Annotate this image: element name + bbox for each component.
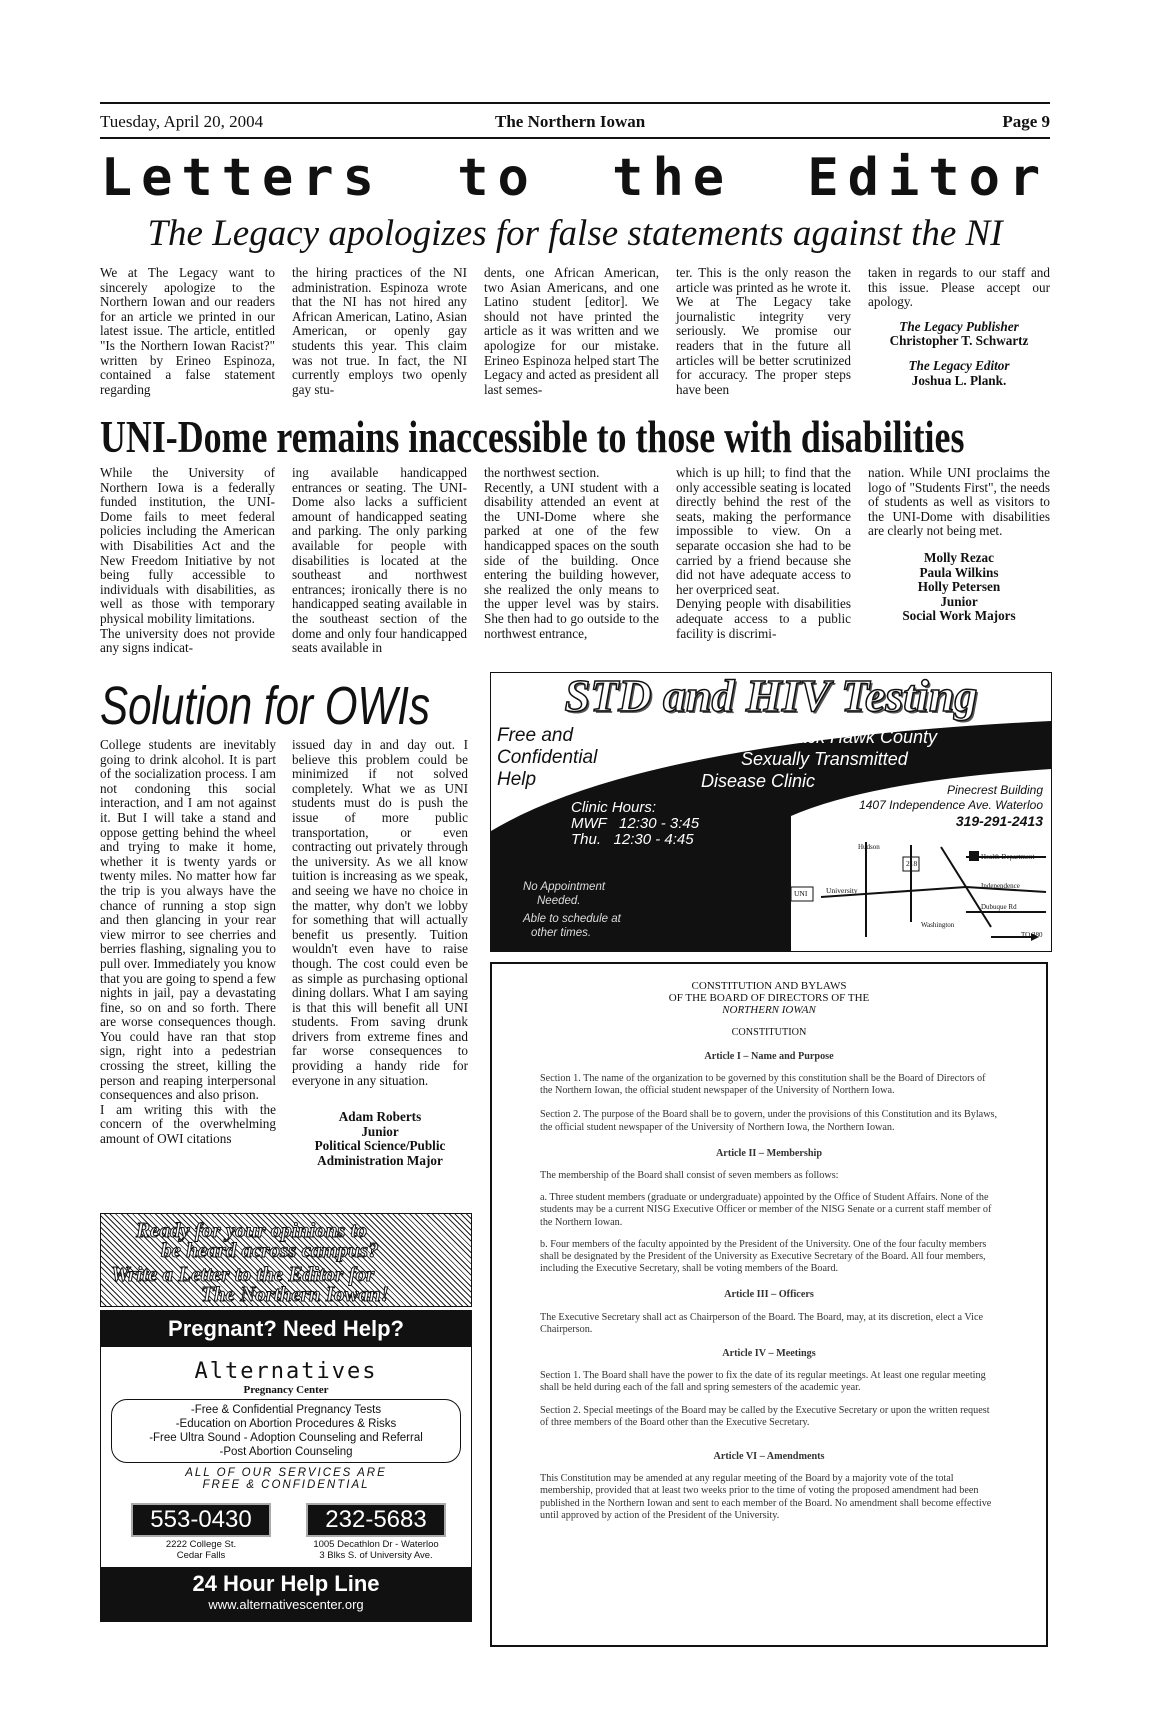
pregnancy-addr-2b: 3 Blks S. of University Ave.	[319, 1550, 433, 1561]
legacy-sig1-title: The Legacy Publisher	[899, 318, 1019, 334]
unidome-col-1b: The university does not provide any signs indicat-	[100, 625, 275, 656]
pregnancy-ad	[100, 1310, 472, 1622]
const-title-1: CONSTITUTION AND BYLAWS	[691, 980, 847, 992]
unidome-sig-5: Social Work Majors	[902, 608, 1016, 624]
pregnancy-title: Pregnant? Need Help?	[101, 1311, 471, 1347]
legacy-headline: The Legacy apologizes for false statements against the NI	[147, 213, 1003, 254]
pregnancy-all-services: ALL OF OUR SERVICES ARE	[185, 1467, 387, 1479]
std-map-label-380: TO 380	[1021, 931, 1043, 939]
legacy-sig2-name: Joshua L. Plank.	[911, 372, 1007, 388]
pregnancy-services	[111, 1399, 461, 1463]
const-section-1-1: Section 1. The name of the organization to be governed by this constitution shall be the Board of Directors of the Northern Iowan, the official student newspaper of the University of Northern Iowa.	[540, 1073, 986, 1097]
letter-promo	[100, 1213, 472, 1307]
const-section-1-2: Section 2. The purpose of the Board shall be to govern, under the provisions of this Constitution and its Bylaws, the official student newspaper of the University of Northern Iowa, the Northern Iowan.	[540, 1109, 998, 1133]
std-clinic-1: Black Hawk County	[781, 727, 938, 747]
promo-line-2: be heard across campus?	[161, 1238, 379, 1262]
legacy-col-3: dents, one African American, two Asian Americans, and one Latino student [editor]. We should not have printed the article as it was written and we apologize for our mistake. Erineo Espinoza helped start The Legacy and acted as president all last semes-	[484, 265, 659, 397]
unidome-sig-1: Molly Rezac	[924, 549, 994, 565]
pregnancy-phone-1: 553-0430	[131, 1503, 271, 1537]
issue-date: Tuesday, April 20, 2004	[100, 112, 264, 131]
owi-col-1a: College students are inevitably going to drink alcohol. It is part of the socialization process. I am not condoning this social interaction, and I am not against it. But I will take a stand and oppose getting behind the wheel and trying to make it home, whether it is twenty yards or twenty miles. No matter how far the trip is you always have the chance of running a stop sign and then glancing in your rear view mirror to see cherries and berries flashing, signaling you to pull over. Immediately you know that you are going to spend a few nights in jail, pay a devastating fine, so on and so forth. There are worse consequences though. You could have ran that stop sign, right into a pedestrian crossing the street, killing the person and reaping interpersonal consequences and also prison.	[100, 737, 276, 1103]
pregnancy-free-conf: FREE & CONFIDENTIAL	[202, 1479, 370, 1491]
service-3: -Free Ultra Sound - Adoption Counseling and Referral	[149, 1432, 423, 1444]
legacy-sig1-name: Christopher T. Schwartz	[889, 333, 1029, 349]
owi-col-1b: I am writing this with the concern of the overwhelming amount of OWI citations	[100, 1101, 276, 1147]
const-amendments: This Constitution may be amended at any regular meeting of the Board by a majority vote of the total membership, provided that at least two weeks prior to the time of voting the proposed amendment had been published in the Northern Iowan and sent to each member of the Board. No amendment shall become effective until approved by action of the President of the University.	[540, 1473, 992, 1521]
legacy-sig2-title: The Legacy Editor	[908, 357, 1010, 373]
std-map-label-washington: Washington	[921, 921, 955, 929]
std-free-3: Help	[497, 769, 537, 790]
const-membership: The membership of the Board shall consist of seven members as follows:	[540, 1170, 839, 1182]
pregnancy-footer	[101, 1567, 471, 1621]
unidome-col-3	[484, 466, 659, 641]
std-address: 1407 Independence Ave. Waterloo	[859, 798, 1043, 812]
pregnancy-addr-2a: 1005 Decathlon Dr - Waterloo	[313, 1539, 439, 1550]
std-map-label-dubuque: Dubuque Rd	[981, 903, 1017, 911]
legacy-col-5	[868, 266, 1050, 388]
const-article-3: Article III – Officers	[724, 1289, 814, 1301]
const-title-3: NORTHERN IOWAN	[722, 1004, 816, 1017]
promo-line-3: Write a Letter to the Editor for	[111, 1262, 375, 1286]
const-article-2: Article II – Membership	[715, 1147, 823, 1159]
const-article-1: Article I – Name and Purpose	[704, 1050, 834, 1062]
unidome-col-1	[100, 466, 275, 656]
std-free-2: Confidential	[497, 747, 598, 768]
std-map-label-university: University	[826, 886, 858, 895]
const-article-6: Article VI – Amendments	[713, 1451, 825, 1463]
unidome-col-5-text: nation. While UNI proclaims the logo of "Students First", the needs of students as well as visitors to the UNI-Dome with disabilities are clearly not being met.	[868, 465, 1050, 539]
legacy-col-2: the hiring practices of the NI administration. Espinoza wrote that the NI has not hired any African American, Latino, Asian American, or openly gay students this year. This claim was not true. In fact, the NI currently employs two openly gay stu-	[292, 265, 467, 397]
owi-col-1	[100, 738, 276, 1147]
owi-col-2-text: issued day in and day out. I believe this problem could be minimized if not solved completely. What we as UNI students must do is push the issue of more public transportation, or even contracting out privately through the university. As we all know tuition is increasing as we speak, and seeing we have no choice in the matter, why don't we lobby for something that will actually benefit us presently. Tuition wouldn't even have to raise though. The cost could even be as simple as purchasing optional dining dollars. What I am saying is that this will benefit all UNI students. From saving drunk drivers from extreme fines and far worse consequences to providing a handy ride for everyone in any situation.	[292, 737, 468, 1088]
std-note-4: other times.	[531, 927, 592, 939]
owi-sig-4: Administration Major	[317, 1153, 443, 1169]
unidome-col-4b: Denying people with disabilities adequate access to a public facility is discrimi-	[676, 596, 851, 641]
unidome-col-2: ing available handicapped entrances or seating. The UNI-Dome also lacks a sufficient amount of handicapped seating and parking. The only parking available for people with disabilities is located at the southeast and northwest entrances; ironically there is no handicapped seating available in the southeast section of the dome and only four handicapped seats available in	[292, 465, 467, 656]
legacy-col-4: ter. This is the only reason the article was printed as he wrote it. We at The Legacy take journalistic integrity very seriously. We promise our readers that in the future all articles will be better scrutinized for accuracy. The proper steps have been	[676, 265, 851, 397]
std-hours-1: MWF 12:30 - 3:45	[571, 815, 700, 832]
service-2: -Education on Abortion Procedures & Risks	[175, 1418, 397, 1430]
std-map-label-health: Health Department	[981, 853, 1035, 861]
service-1: -Free & Confidential Pregnancy Tests	[190, 1404, 382, 1416]
unidome-sig-3: Holly Petersen	[917, 579, 1001, 595]
std-phone: 319-291-2413	[955, 813, 1043, 829]
std-map-label-independence: Independence	[981, 882, 1020, 890]
std-clinic-3: Disease Clinic	[701, 771, 816, 791]
legacy-col-5-text: taken in regards to our staff and this issue. Please accept our apology.	[868, 265, 1050, 310]
const-meetings-1: Section 1. The Board shall have the power to fix the date of its regular meetings. At least one regular meeting shall be held during each of the fall and spring semesters of the academic year.	[540, 1370, 986, 1394]
unidome-col-3b: Recently, a UNI student with a disability attended an event at the UNI-Dome where she parked at one of the few handicapped spaces on the south side of the building. Once entering the building however, she realized the only means to the upper level was by stairs. She then had to go outside to the northwest entrance,	[484, 479, 659, 641]
const-membership-b: b. Four members of the faculty appointed by the President of the University. One of the four faculty members shall be designated by the President of the University as Executive Secretary of the Board. All four members, including the Executive Secretary, shall be voting members of the Board.	[540, 1238, 987, 1275]
std-map-label-hudson: Hudson	[858, 843, 880, 851]
paper-name: The Northern Iowan	[495, 112, 646, 131]
owi-col-2	[292, 738, 468, 1169]
top-rule	[100, 102, 1050, 104]
std-building: Pinecrest Building	[946, 783, 1043, 797]
std-note-1: No Appointment	[523, 881, 606, 893]
std-map-label-218: 218	[906, 859, 918, 868]
header-rule	[100, 137, 1050, 139]
owi-sig-2: Junior	[361, 1123, 399, 1139]
unidome-col-1a: While the University of Northern Iowa is a federally funded institution, the UNI-Dome fails to meet federal policies including the American with Disabilities Act and the New Freedom Initiative by not being fully accessible to individuals with disabilities, as well as those with temporary physical mobility limitations.	[100, 465, 275, 626]
pregnancy-waterloo	[306, 1503, 446, 1561]
promo-line-1: Ready for your opinions to	[136, 1218, 368, 1242]
owi-sig-1: Adam Roberts	[338, 1109, 422, 1125]
service-4: -Post Abortion Counseling	[219, 1446, 353, 1458]
section-title: Letters to the Editor	[100, 148, 1050, 208]
unidome-sig-2: Paula Wilkins	[919, 564, 999, 580]
legacy-col-1: We at The Legacy want to sincerely apologize to the Northern Iowan and our readers for an article we printed in our latest issue. The article, entitled "Is the Northern Iowan Racist?" written by Erineo Espinoza, contained a false statement regarding	[100, 265, 275, 397]
pregnancy-cedar-falls	[131, 1503, 271, 1561]
std-free-1: Free and	[497, 725, 574, 746]
pregnancy-phone-2: 232-5683	[306, 1503, 446, 1537]
pregnancy-url: www.alternativescenter.org	[208, 1597, 364, 1612]
page-number: Page 9	[1002, 112, 1050, 131]
promo-line-4: The Northern Iowan!	[201, 1282, 389, 1306]
pregnancy-helpline: 24 Hour Help Line	[192, 1571, 380, 1596]
constitution-box	[490, 962, 1048, 1647]
unidome-col-3a: the northwest section.	[484, 465, 600, 480]
const-membership-a: a. Three student members (graduate or undergraduate) appointed by the Office of Student Affairs. None of the students may be a current NISG Executive Officer or member of the NISG Senate or a current staff member of the Northern Iowan.	[540, 1192, 992, 1228]
std-map-label-uni: UNI	[794, 889, 808, 898]
std-ad	[490, 672, 1052, 952]
owi-headline: Solution for OWIs	[100, 676, 431, 736]
unidome-col-4a: which is up hill; to find that the only accessible seating is located directly behind the rest of the seats, making the performance impossible to view. On a separate occasion she had to be carried by a friend because she did not have adequate access to her overpriced seat.	[676, 465, 851, 597]
unidome-col-5	[868, 466, 1050, 624]
const-officers: The Executive Secretary shall act as Chairperson of the Board. The Board, may, at its discretion, elect a Vice Chairperson.	[540, 1311, 984, 1335]
const-meetings-2: Section 2. Special meetings of the Board may be called by the Executive Secretary or upon the written request of three members of the Board other than the Executive Secretary.	[540, 1404, 990, 1428]
const-article-4: Article IV – Meetings	[722, 1348, 816, 1360]
std-note-2: Needed.	[537, 895, 581, 907]
const-title-2: OF THE BOARD OF DIRECTORS OF THE	[668, 992, 870, 1005]
std-hours-2: Thu. 12:30 - 4:45	[571, 831, 694, 848]
std-ad-title: STD and HIV Testing	[564, 672, 978, 721]
pregnancy-logo-sub: Pregnancy Center	[243, 1384, 329, 1396]
pregnancy-logo: Alternatives	[194, 1359, 378, 1384]
owi-sig-3: Political Science/Public	[314, 1138, 446, 1154]
unidome-sig-4: Junior	[940, 593, 978, 609]
const-heading: CONSTITUTION	[731, 1026, 807, 1038]
unidome-col-4	[676, 466, 851, 641]
std-note-3: Able to schedule at	[523, 913, 621, 925]
std-clinic-2: Sexually Transmitted	[741, 749, 908, 769]
pregnancy-addr-1b: Cedar Falls	[176, 1550, 226, 1561]
pregnancy-addr-1a: 2222 College St.	[165, 1539, 237, 1550]
unidome-headline: UNI-Dome remains inaccessible to those with disabilities	[100, 411, 965, 462]
std-hours-label: Clinic Hours:	[571, 799, 657, 816]
